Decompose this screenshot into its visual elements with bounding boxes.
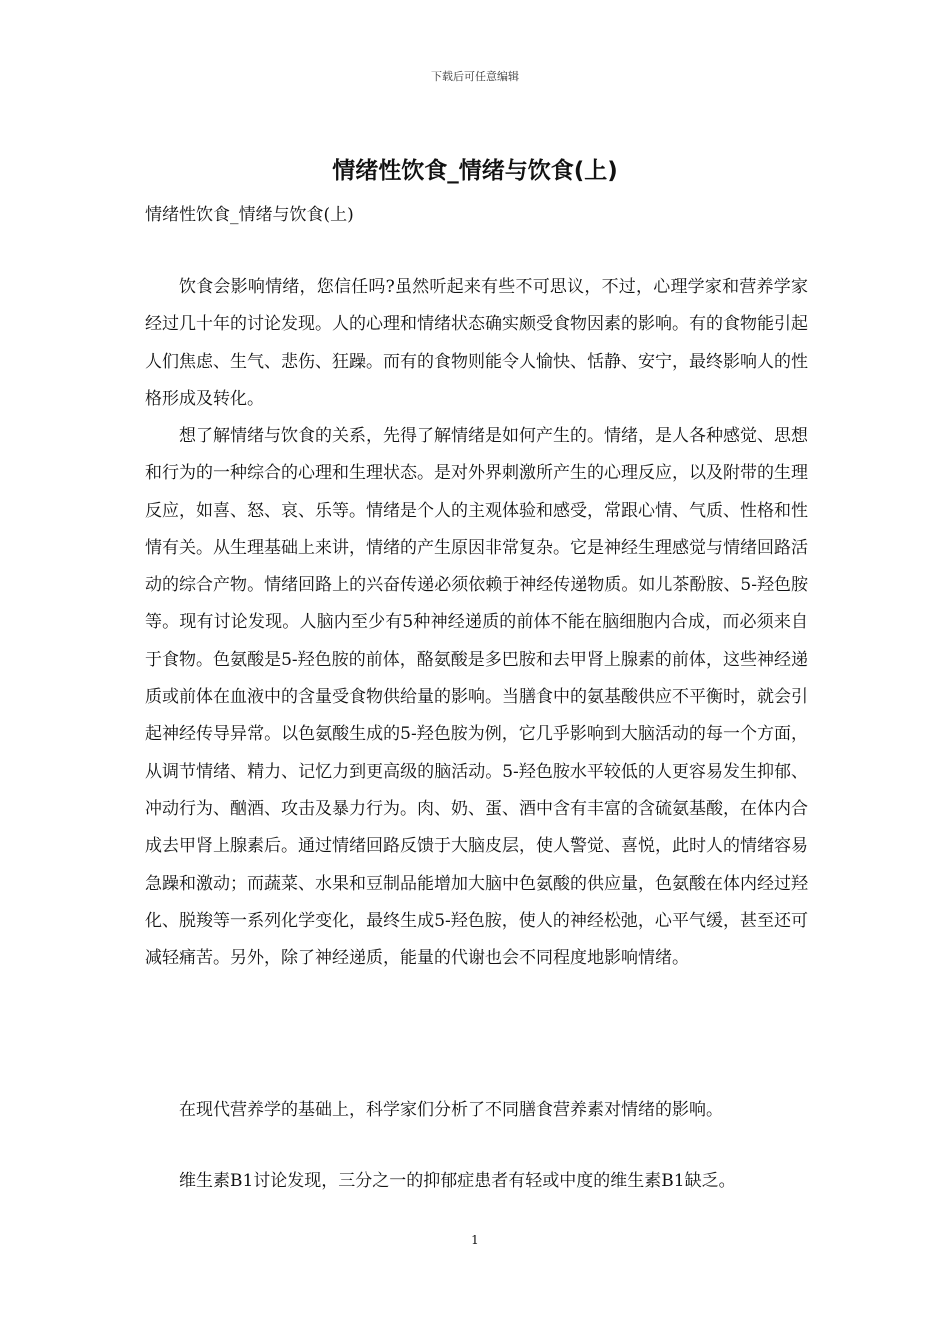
- page-header-note: 下载后可任意编辑: [431, 70, 519, 83]
- document-title: 情绪性饮食_情绪与饮食(上): [332, 158, 618, 184]
- page-number: 1: [471, 1233, 479, 1247]
- document-subtitle: 情绪性饮食_情绪与饮食(上): [145, 205, 354, 225]
- paragraph-vitamin-b1: 维生素B1讨论发现，三分之一的抑郁症患者有轻或中度的维生素B1缺乏。: [179, 1171, 736, 1191]
- paragraph-nutrition-analysis: 在现代营养学的基础上，科学家们分析了不同膳食营养素对情绪的影响。: [179, 1100, 723, 1120]
- paragraph-intro: 饮食会影响情绪，您信任吗?虽然听起来有些不可思议，不过，心理学家和营养学家经过几十年的讨论发现。人的心理和情绪状态确实颇受食物因素的影响。有的食物能引起人们焦虑、生气、悲伤、狂躁。而有的食物则能令人愉快、恬静、安宁，最终影响人的性格形成及转化。: [145, 277, 808, 409]
- paragraph-emotion-mechanism: 想了解情绪与饮食的关系，先得了解情绪是如何产生的。情绪，是人各种感觉、思想和行为的一种综合的心理和生理状态。是对外界刺激所产生的心理反应，以及附带的生理反应，如喜、怒、哀、乐等。情绪是个人的主观体验和感受，常跟心情、气质、性格和性情有关。从生理基础上来讲，情绪的产生原因非常复杂。它是神经生理感觉与情绪回路活动的综合产物。情绪回路上的兴奋传递必须依赖于神经传递物质。如儿茶酚胺、5-羟色胺等。现有讨论发现。人脑内至少有5种神经递质的前体不能在脑细胞内合成，而必须来自于食物。色氨酸是5-羟色胺的前体，酪氨酸是多巴胺和去甲肾上腺素的前体，这些神经递质或前体在血液中的含量受食物供给量的影响。当膳食中的氨基酸供应不平衡时，就会引起神经传导异常。以色氨酸生成的5-羟色胺为例，它几乎影响到大脑活动的每一个方面，从调节情绪、精力、记忆力到更高级的脑活动。5-羟色胺水平较低的人更容易发生抑郁、冲动行为、酗酒、攻击及暴力行为。肉、奶、蛋、酒中含有丰富的含硫氨基酸，在体内合成去甲肾上腺素后。通过情绪回路反馈于大脑皮层，使人警觉、喜悦，此时人的情绪容易急躁和激动；而蔬菜、水果和豆制品能增加大脑中色氨酸的供应量，色氨酸在体内经过羟化、脱羧等一系列化学变化，最终生成5-羟色胺，使人的神经松弛，心平气缓，甚至还可减轻痛苦。另外，除了神经递质，能量的代谢也会不同程度地影响情绪。: [145, 426, 808, 969]
